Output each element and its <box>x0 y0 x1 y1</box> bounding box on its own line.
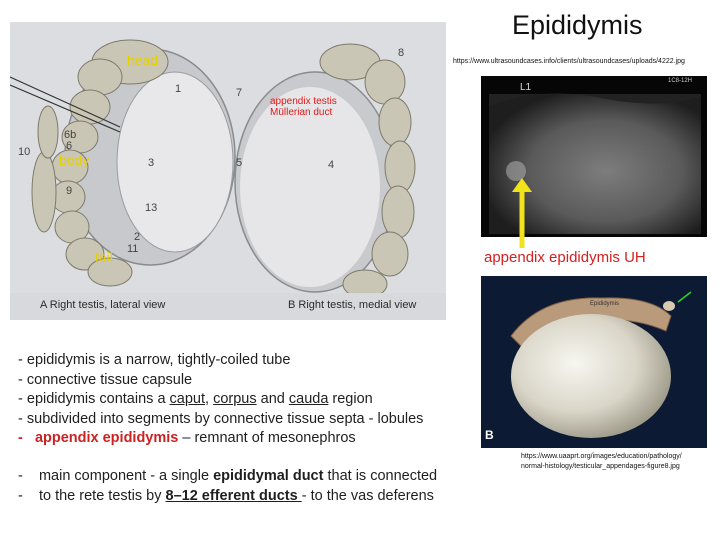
bullet-text: region <box>328 391 373 407</box>
ultrasound-overlay: L1 <box>520 82 532 93</box>
label-body: body <box>59 152 90 168</box>
term-cauda: cauda <box>288 391 329 407</box>
ultrasound-corner-text: 1C8-12H <box>668 78 693 84</box>
bullet-text: to the rete testis by <box>38 487 166 504</box>
term-corpus: corpus <box>213 391 257 407</box>
bullet-text: - to the vas deferens <box>301 487 434 504</box>
bullet-text: that is connected <box>323 468 438 484</box>
appendix-epididymis-uh-label: appendix epididymis UH <box>484 249 646 266</box>
bullet-dash: - <box>18 410 23 427</box>
label-tail: tail <box>95 249 113 265</box>
figure-number: 5 <box>236 157 243 169</box>
figure-number: 6b <box>64 129 77 141</box>
caption-lateral-view: A Right testis, lateral view <box>40 299 166 311</box>
bullet-item <box>18 390 423 410</box>
bullet-text: main component - a single <box>38 468 214 484</box>
term-appendix-epididymis: appendix epididymis <box>34 430 179 446</box>
yellow-arrow-icon <box>512 178 532 255</box>
bullet-text: , <box>205 391 214 407</box>
term-efferent-ducts: 8–12 efferent ducts <box>165 487 302 504</box>
figure-number: 10 <box>18 146 31 158</box>
slide-title: Epididymis <box>512 10 643 40</box>
ultrasound-source-url[interactable]: https://www.ultrasoundcases.info/clients/ultrasoundcases/uploads/4222.jpg <box>453 58 685 65</box>
figure-number: 1 <box>175 83 182 95</box>
figure-number: 2 <box>134 231 141 243</box>
bullet-dash: - <box>18 468 23 484</box>
bullet-item <box>18 410 423 430</box>
bullet-text: and <box>256 391 289 407</box>
bullet-dash: - <box>18 371 23 388</box>
bullet-list-2 <box>18 467 437 506</box>
bullet-dash: - <box>18 352 23 368</box>
figure-number: 8 <box>398 47 405 59</box>
bullet-item <box>18 429 423 449</box>
label-head: head <box>127 52 159 68</box>
photo-source-url-2[interactable]: normal-histology/testicular_appendages-figure8.jpg <box>521 463 680 470</box>
label-appendix-testis: appendix testis <box>270 96 337 107</box>
bullet-text: connective tissue capsule <box>26 371 193 388</box>
bullet-dash: - <box>18 487 23 504</box>
photo-panel-letter: B <box>485 428 494 442</box>
bullet-item <box>18 371 423 391</box>
label-mullerian-duct: Müllerian duct <box>270 107 333 118</box>
figure-number: 4 <box>328 159 335 171</box>
caption-medial-view: B Right testis, medial view <box>288 299 417 311</box>
figure-number: 11 <box>127 243 139 255</box>
figure-number: 6 <box>66 140 73 152</box>
figure-number: 3 <box>148 157 155 169</box>
bullet-item <box>18 351 423 371</box>
testis-drawing <box>10 22 446 320</box>
photo-source-url[interactable]: https://www.uaaprt.org/images/education/pathology/ <box>521 453 682 460</box>
testis-illustration <box>10 22 446 320</box>
bullet-list-1 <box>18 351 423 449</box>
figure-number: 9 <box>66 185 73 197</box>
bullet-text: – remnant of mesonephros <box>178 430 356 446</box>
photo-tag-epididymis: Epididymis <box>590 301 620 307</box>
term-epididymal-duct: epididymal duct <box>213 468 324 484</box>
bullet-item <box>18 467 437 487</box>
bullet-text: subdivided into segments by connective tissue septa - lobules <box>26 410 424 427</box>
bullet-dash: - <box>18 391 23 407</box>
bullet-text: epididymis contains a <box>26 391 170 407</box>
term-caput: caput <box>169 391 206 407</box>
bullet-item <box>18 487 437 507</box>
bullet-text: epididymis is a narrow, tightly-coiled tube <box>26 352 291 368</box>
figure-number: 7 <box>236 87 243 99</box>
figure-number: 13 <box>145 202 158 214</box>
bullet-dash: - <box>18 430 23 446</box>
